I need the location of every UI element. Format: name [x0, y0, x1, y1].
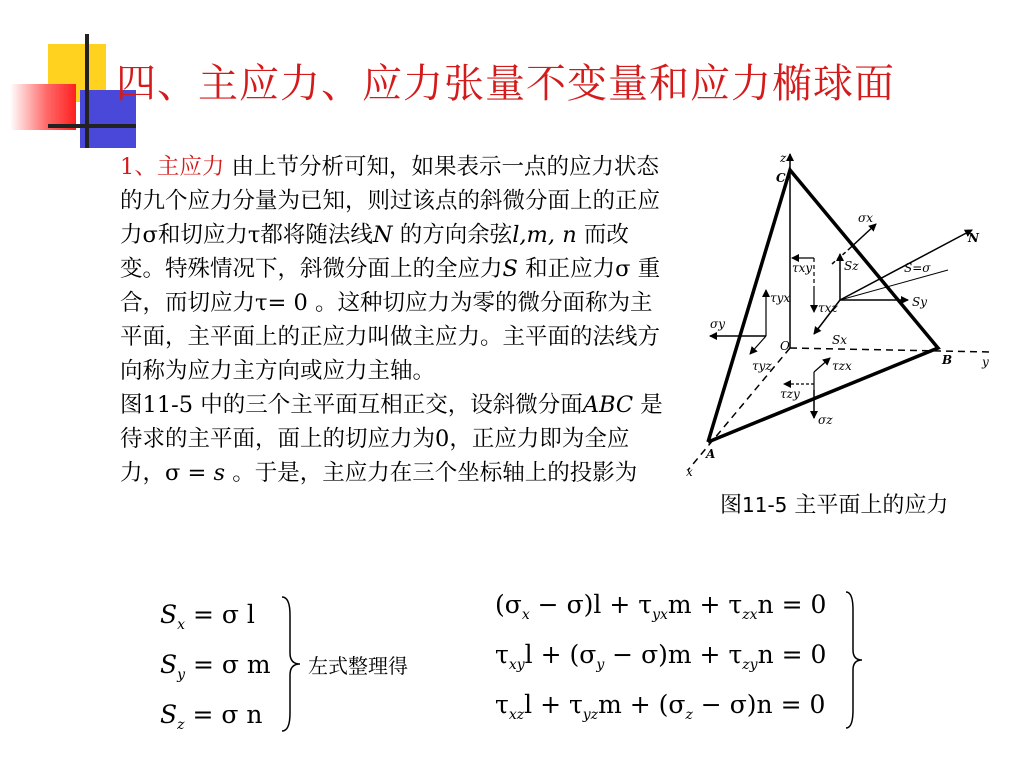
symbol-s: S: [502, 256, 518, 282]
symbol-lmn: l,m, n: [512, 222, 577, 248]
caption-number: 11-5: [742, 493, 788, 517]
tau-yz-arrow: [750, 336, 766, 354]
eq-rhs: = σ m: [193, 650, 271, 679]
eq-part: − σ)n = 0: [692, 690, 826, 719]
label-sigma-x: σx: [858, 211, 873, 225]
eq-sub: z: [685, 707, 693, 723]
eq-lhs: S: [160, 600, 178, 629]
label-tau-yz: τyz: [752, 359, 772, 373]
decor-horizontal-line: [48, 124, 136, 128]
eq-part: n = 0: [757, 640, 827, 669]
text-run: 是待求的主平面，面上的切应力为0，正应力即为全应力，: [120, 392, 663, 486]
symbol-tau: τ: [255, 290, 268, 316]
eq-sub: zx: [742, 607, 758, 623]
paragraph-principal-stress: [120, 150, 668, 388]
eq-part: l + (σ: [524, 640, 597, 669]
principal-plane-diagram: [680, 140, 1010, 480]
symbol-tau: τ: [247, 222, 261, 248]
label-b: B: [942, 353, 953, 367]
right-brace-right: [844, 590, 864, 730]
text-run: 重合，而切应力: [120, 256, 661, 316]
eq-lhs: S: [160, 700, 178, 729]
label-tau-xy: τxy: [792, 261, 813, 275]
eq-part: − σ)m + τ: [604, 640, 743, 669]
label-c: C: [776, 171, 786, 185]
text-run: 。于是，主应力在三个坐标轴上的投影为: [225, 460, 638, 486]
symbol-abc: ABC: [582, 392, 634, 418]
caption-prefix: 图: [720, 493, 743, 518]
label-s-eq-sigma: S=σ: [904, 261, 931, 275]
x-axis: [688, 348, 790, 470]
eq-sub: yz: [582, 707, 599, 723]
eq-sub: y: [596, 657, 605, 673]
text-run: = 0 。这种切应力为零的微分面称为主平面，主平面上的正应力叫做主应力。主平面的法线方向称为应力主方向或应力主轴。: [120, 290, 661, 384]
label-y: y: [982, 355, 989, 369]
label-tau-yx: τyx: [770, 291, 791, 305]
equation-sy: [160, 650, 271, 683]
eq-lhs: S: [160, 650, 178, 679]
text-run: 都将随法线: [260, 222, 373, 248]
y-axis: [790, 348, 992, 352]
label-tau-xz: τxz: [818, 301, 838, 315]
text-run: σ =: [165, 460, 214, 486]
label-o: O: [780, 339, 790, 353]
eq-sub: xz: [508, 707, 525, 723]
label-tau-zx: τzx: [832, 359, 852, 373]
label-sy: Sy: [912, 295, 927, 309]
eq-part: m + (σ: [598, 690, 686, 719]
equation-sz: [160, 700, 263, 733]
label-a: A: [706, 447, 716, 461]
label-tau-zy: τzy: [780, 387, 800, 401]
eq-part: (σ: [495, 590, 522, 619]
equation-sx: [160, 600, 255, 633]
eq-sub: yx: [652, 607, 668, 623]
symbol-n: N: [372, 222, 393, 248]
right-brace-left: [280, 595, 302, 733]
decor-vertical-line: [85, 34, 89, 148]
sigma-x-arrow: [848, 224, 876, 250]
symbol-sigma: σ: [615, 256, 631, 282]
text-run: 和切应力: [157, 222, 248, 248]
note-rearrange: 左式整理得: [308, 654, 408, 678]
equation-row-3: [495, 690, 825, 723]
eq-sub: x: [521, 607, 530, 623]
caption-text: 主平面上的应力: [787, 493, 949, 518]
text-run: 的方向余弦: [392, 222, 513, 248]
eq-part: − σ)l + τ: [529, 590, 653, 619]
figure-caption: [720, 488, 1020, 519]
page-title: 四、主应力、应力张量不变量和应力椭球面: [116, 61, 895, 107]
eq-part: m + τ: [667, 590, 743, 619]
label-sx: Sx: [832, 333, 847, 347]
text-run: 而改变。特殊情况下，斜微分面上的全应力: [120, 222, 629, 282]
label-sigma-y: σy: [710, 317, 725, 331]
label-n: N: [968, 231, 979, 245]
eq-sub: z: [177, 717, 185, 733]
text-run: 和正应力: [517, 256, 616, 282]
eq-part: l + τ: [524, 690, 583, 719]
tau-zx-arrow: [814, 358, 830, 372]
symbol-s-lower: s: [213, 460, 226, 486]
label-z: z: [780, 151, 787, 165]
equation-row-1: [495, 590, 826, 623]
body-text: [120, 150, 668, 490]
eq-part: τ: [495, 640, 509, 669]
eq-part: τ: [495, 690, 509, 719]
eq-sub: xy: [508, 657, 525, 673]
eq-sub: y: [177, 667, 186, 683]
eq-rhs: = σ l: [193, 600, 255, 629]
eq-sub: x: [177, 617, 186, 633]
label-sz: Sz: [844, 259, 859, 273]
equation-row-2: [495, 640, 826, 673]
text-run: 图11-5 中的三个主平面互相正交，设斜微分面: [120, 392, 583, 418]
label-x: x: [686, 465, 693, 479]
section-label: 1、主应力: [120, 154, 225, 180]
eq-sub: zy: [742, 657, 758, 673]
eq-part: n = 0: [757, 590, 827, 619]
paragraph-figure-ref: [120, 388, 668, 490]
label-sigma-z: σz: [818, 413, 833, 427]
symbol-sigma: σ: [142, 222, 158, 248]
eq-rhs: = σ n: [192, 700, 263, 729]
text-run: 由上节分析可知，如果表示一点的应力状态的九个应力分量为已知，则过该点的斜微分面上的正应力: [120, 154, 661, 248]
